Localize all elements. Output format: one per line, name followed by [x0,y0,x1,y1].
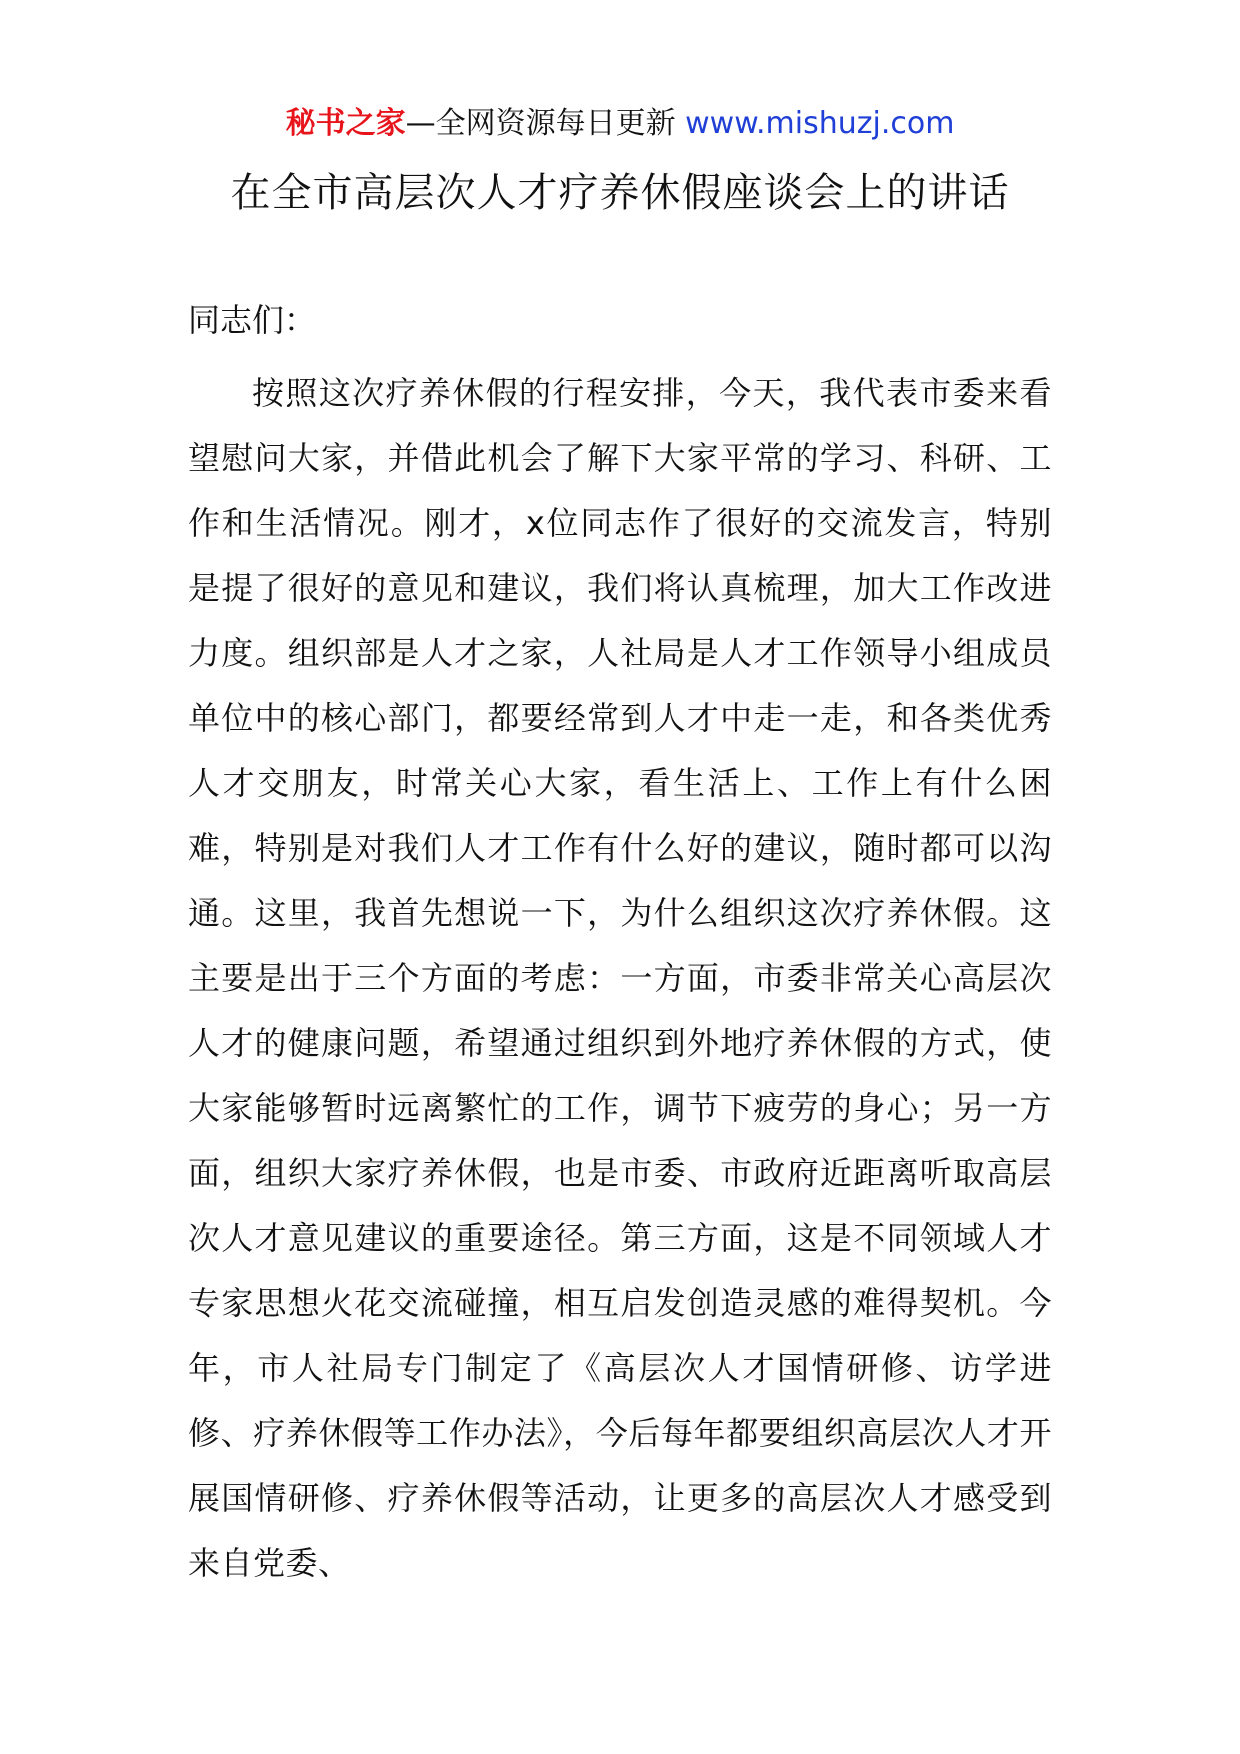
site-header-banner [0,104,1240,144]
brand-tagline: —全网资源每日更新 [405,106,686,141]
body-paragraph: 按照这次疗养休假的行程安排，今天，我代表市委来看望慰问大家，并借此机会了解下大家平常的学习、科研、工作和生活情况。刚才，x位同志作了很好的交流发言，特别是提了很好的意见和建议，我们将认真梳理，加大工作改进力度。组织部是人才之家，人社局是人才工作领导小组成员单位中的核心部门，都要经常到人才中走一走，和各类优秀人才交朋友，时常关心大家，看生活上、工作上有什么困难，特别是对我们人才工作有什么好的建议，随时都可以沟通。这里，我首先想说一下，为什么组织这次疗养休假。这主要是出于三个方面的考虑：一方面，市委非常关心高层次人才的健康问题，希望通过组织到外地疗养休假的方式，使大家能够暂时远离繁忙的工作，调节下疲劳的身心；另一方面，组织大家疗养休假，也是市委、市政府近距离听取高层次人才意见建议的重要途径。第三方面，这是不同领域人才专家思想火花交流碰撞，相互启发创造灵感的难得契机。今年，市人社局专门制定了《高层次人才国情研修、访学进修、疗养休假等工作办法》，今后每年都要组织高层次人才开展国情研修、疗养休假等活动，让更多的高层次人才感受到来自党委、 [188,374,1052,1582]
salutation: 同志们： [188,301,317,339]
brand-name: 秘书之家 [285,106,406,141]
site-url-link[interactable]: www.mishuzj.com [685,106,955,141]
document-title: 在全市高层次人才疗养休假座谈会上的讲话 [230,170,1010,216]
